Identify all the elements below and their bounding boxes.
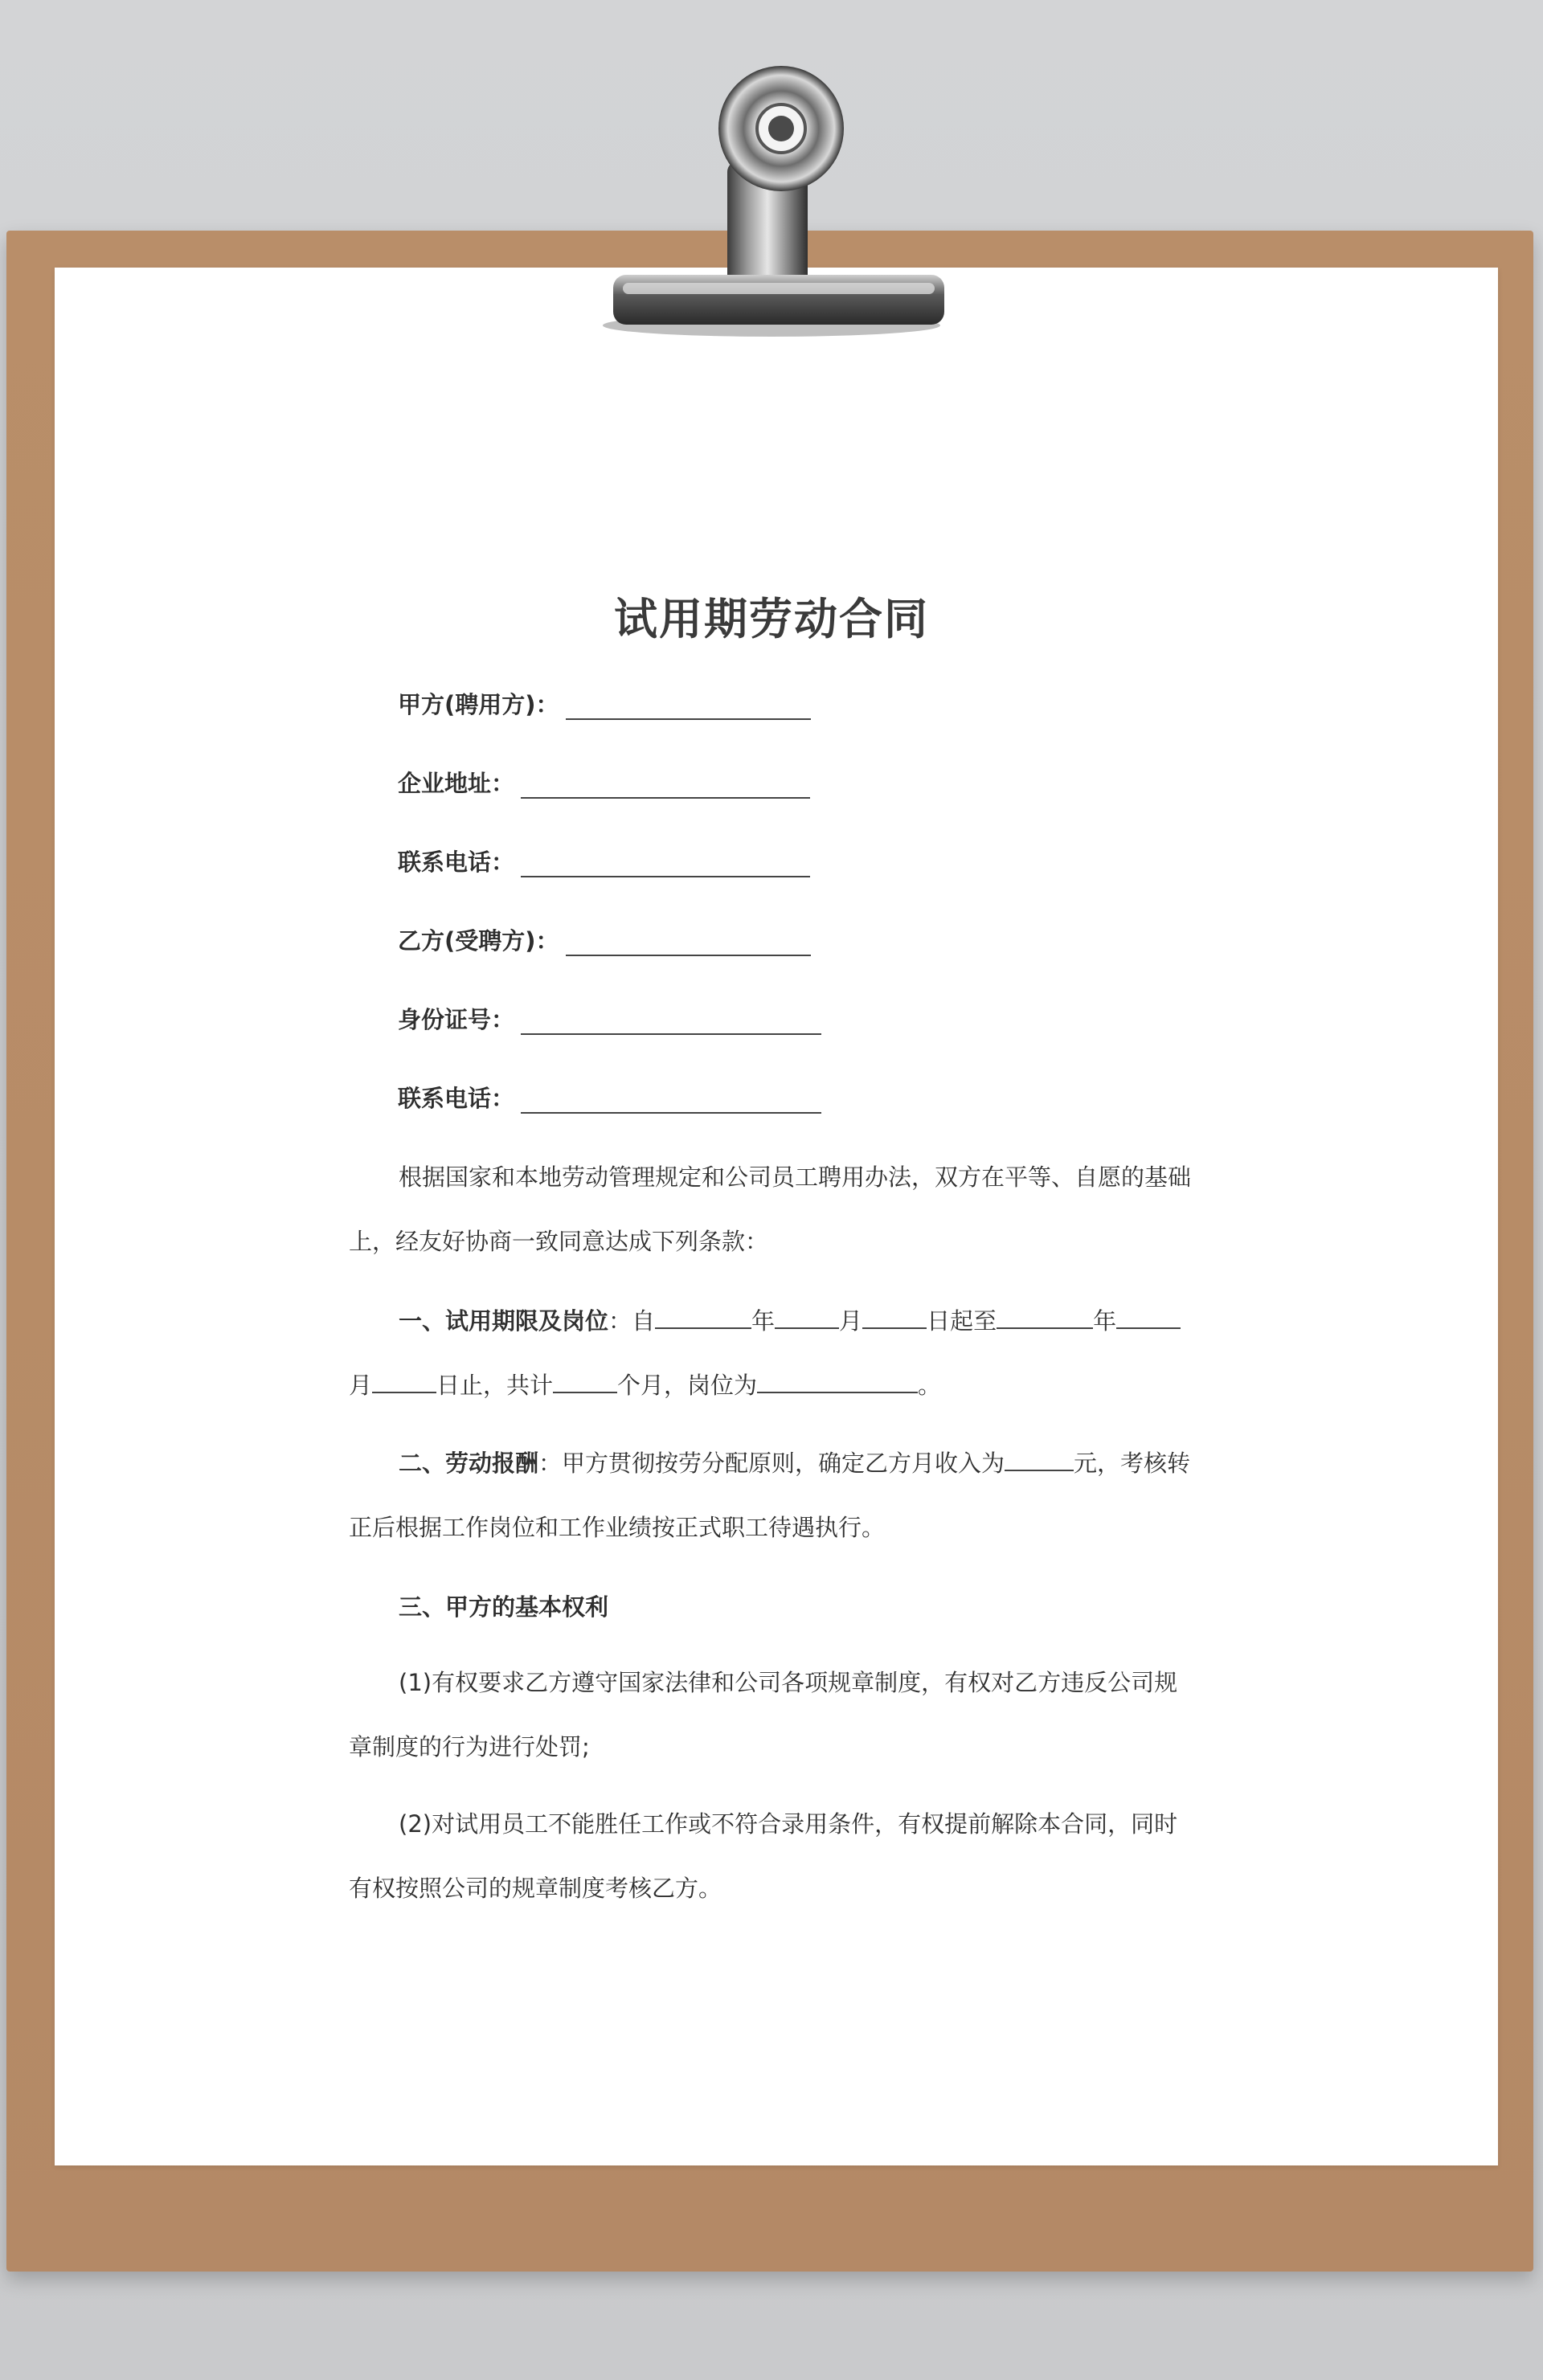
id-number-label: 身份证号： [398, 1006, 515, 1033]
clause-1-day-2: 日止，共计 [436, 1372, 554, 1399]
intro-paragraph: 根据国家和本地劳动管理规定和公司员工聘用办法，双方在平等、自愿的基础上，经友好协商一致同意达成下列条款： [349, 1163, 1192, 1255]
months-count-blank [553, 1371, 617, 1393]
end-year-blank [997, 1307, 1093, 1329]
clause-2-heading: 二、劳动报酬 [399, 1450, 539, 1477]
phone-b-field [398, 1081, 821, 1114]
clause-2-paragraph [349, 1431, 1199, 1560]
clause-3-heading: 三、甲方的基本权利 [399, 1593, 609, 1621]
company-address-field [398, 766, 810, 799]
party-a-label: 甲方(聘用方)： [398, 691, 559, 718]
clause-2-text-a: ：甲方贯彻按劳分配原则，确定乙方月收入为 [538, 1450, 1005, 1477]
party-b-label: 乙方(受聘方)： [398, 927, 559, 955]
clause-1-month-2: 月 [349, 1372, 373, 1399]
clause-1-month-1: 月 [839, 1307, 863, 1335]
clause-3-item-2: (2)对试用员工不能胜任工作或不符合录用条件，有权提前解除本合同，同时有权按照公司的规章制度考核乙方。 [349, 1810, 1178, 1902]
phone-a-blank [521, 853, 810, 877]
phone-a-field [398, 844, 810, 877]
salary-blank [1005, 1449, 1074, 1471]
clause-1-heading: 一、试用期限及岗位 [399, 1307, 609, 1335]
end-day-blank [372, 1371, 436, 1393]
id-number-field [398, 1002, 821, 1035]
phone-b-label: 联系电话： [398, 1085, 515, 1112]
clause-1-end: 。 [918, 1372, 942, 1399]
phone-a-label: 联系电话： [398, 849, 515, 876]
start-month-blank [775, 1307, 839, 1329]
party-a-field [398, 687, 811, 720]
party-b-blank [566, 932, 811, 956]
binder-clip-icon [563, 48, 980, 354]
clause-1-year-2: 年 [1093, 1307, 1117, 1335]
clause-2-text-b: 元，考核转正后根据工作岗位和工作业绩按正式职工待遇执行。 [349, 1450, 1191, 1541]
position-blank [757, 1371, 918, 1393]
start-day-blank [862, 1307, 927, 1329]
id-number-blank [521, 1011, 821, 1035]
document-title: 试用期劳动合同 [614, 594, 929, 644]
clause-1-year-1: 年 [751, 1307, 776, 1335]
clause-1-paragraph [349, 1289, 1199, 1417]
party-a-blank [566, 696, 811, 720]
party-b-field [398, 923, 811, 956]
company-address-label: 企业地址： [398, 770, 515, 797]
end-month-blank [1116, 1307, 1181, 1329]
clause-1-months: 个月，岗位为 [617, 1372, 758, 1399]
start-year-blank [655, 1307, 751, 1329]
clause-1-colon: ：自 [608, 1307, 656, 1335]
company-address-blank [521, 775, 810, 799]
clause-3-item-1: (1)有权要求乙方遵守国家法律和公司各项规章制度，有权对乙方违反公司规章制度的行为进行处罚; [349, 1669, 1178, 1760]
clause-1-day-1: 日起至 [927, 1307, 997, 1335]
phone-b-blank [521, 1090, 821, 1114]
